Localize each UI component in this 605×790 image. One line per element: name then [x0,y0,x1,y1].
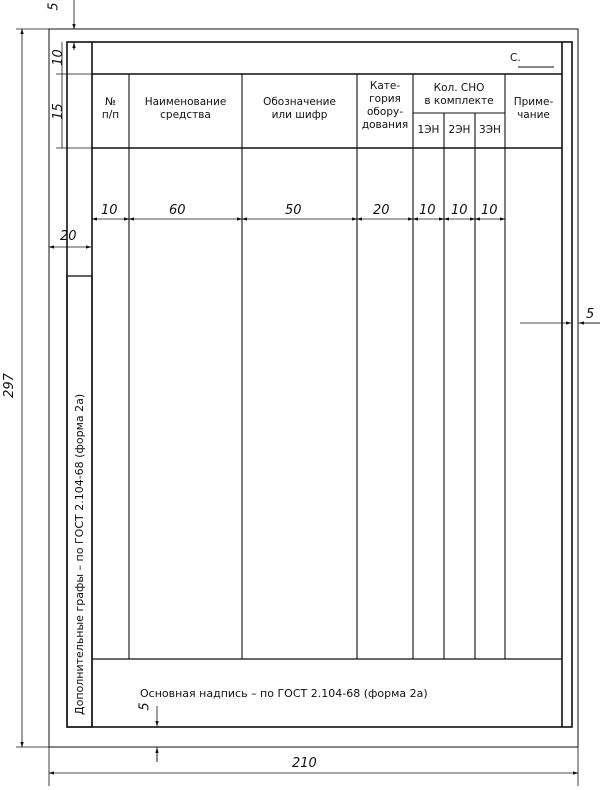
header-line: Кате- [369,80,401,92]
header-line: в комплекте [424,95,494,107]
width-label-col1: 10 [101,203,118,218]
header-group-quantity [413,82,505,108]
width-label-col3: 50 [285,203,302,218]
header-line: гория [369,93,401,105]
header-line: п/п [101,109,120,121]
header-col-designation [242,96,357,122]
width-label-col5: 10 [419,203,436,218]
header-line: чание [517,109,550,121]
dim-top-margin: 5 [46,2,62,11]
dim-header-row1: 10 [50,49,66,66]
header-line: средства [160,109,211,121]
width-label-col2: 60 [169,203,186,218]
dim-right-margin: 5 [586,307,595,322]
dim-header-row2: 15 [50,103,66,120]
width-label-col6: 10 [451,203,468,218]
header-line: Приме- [513,96,554,108]
header-line: обору- [367,106,403,118]
page-number-label: С. [510,52,521,64]
header-sub-1en: 1ЭН [417,124,440,136]
header-col-note [505,96,562,122]
header-sub-3en: 3ЭН [479,124,501,136]
header-sub-2en: 2ЭН [448,124,471,136]
header-col-number [92,96,129,122]
header-line: Наименование [144,96,227,108]
header-line: дования [361,119,409,131]
dim-left-offset: 20 [60,229,77,244]
dim-bottom-margin: 5 [137,702,153,711]
frame-border [67,42,572,727]
width-label-col4: 20 [373,203,390,218]
header-line: Кол. СНО [433,82,485,94]
side-note: Дополнительные графы – по ГОСТ 2.104-68 (форма 2а) [73,393,86,715]
header-line: или шифр [271,109,328,121]
dim-sheet-width: 210 [292,756,317,771]
width-label-col7: 10 [481,203,498,218]
header-col-category [357,80,413,132]
header-line: № [105,96,116,108]
bottom-note: Основная надпись – по ГОСТ 2.104-68 (форма 2а) [140,687,428,700]
header-col-name [129,96,242,122]
header-line: Обозначение [263,96,336,108]
dim-sheet-height: 297 [1,373,17,398]
